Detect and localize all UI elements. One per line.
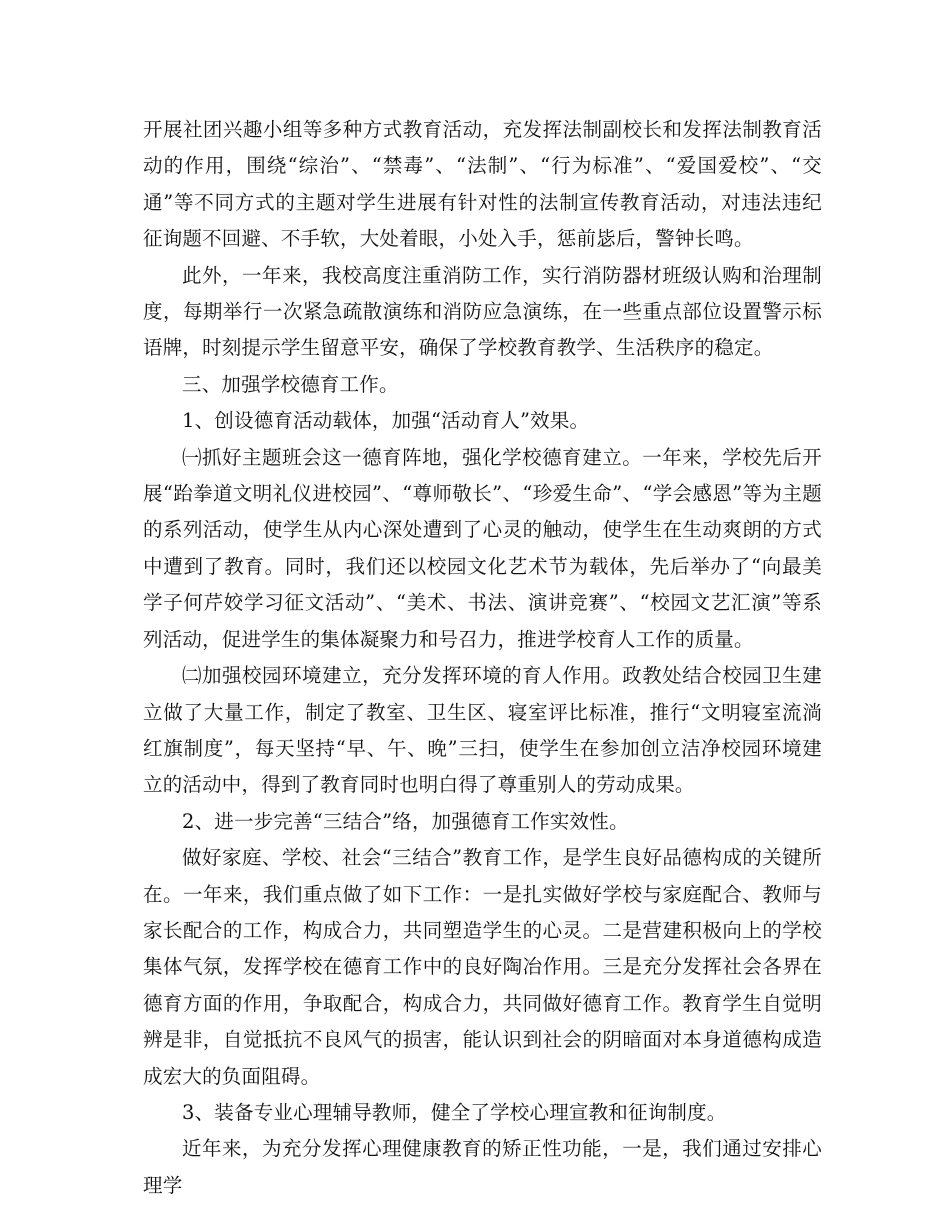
paragraph-item-2: ㈡加强校园环境建立，充分发挥环境的育人作用。政教处结合校园卫生建立做了大量工作，制定了教室、卫生区、寝室评比标准，推行“文明寝室流淌红旗制度”，每天坚持“早、午、晚”三扫，使学生在参加创立洁净校园环境建立的活动中，得到了教育同时也明白得了尊重别人的劳动成果。 bbox=[143, 664, 822, 797]
paragraph-2: 此外，一年来，我校高度注重消防工作，实行消防器材班级认购和治理制度，每期举行一次紧急疏散演练和消防应急演练，在一些重点部位设置警示标语牌，时刻提示学生留意平安，确保了学校教育教学、生活秩序的稳定。 bbox=[143, 263, 822, 360]
subheading-3: 3、装备专业心理辅导教师，健全了学校心理宣教和征询制度。 bbox=[182, 1100, 727, 1124]
paragraph-1: 开展社团兴趣小组等多种方式教育活动，充发挥法制副校长和发挥法制教育活动的作用，围绕“综治”、“禁毒”、“法制”、“行为标准”、“爱国爱校”、“交通”等不同方式的主题对学生进展有针对性的法制宣传教育活动，对违法违纪征询题不回避、不手软，大处着眼，小处入手，惩前毖后，警钟长鸣。 bbox=[143, 118, 822, 251]
subheading-1: 1、创设德育活动载体，加强“活动育人”效果。 bbox=[182, 409, 590, 433]
paragraph-psychology: 近年来，为充分发挥心理健康教育的矫正性功能，一是，我们通过安排心理学 bbox=[143, 1137, 822, 1197]
paragraph-item-1: ㈠抓好主题班会这一德育阵地，强化学校德育建立。一年来，学校先后开展“跆拳道文明礼仪进校园”、“尊师敬长”、“珍爱生命”、“学会感恩”等为主题的系列活动，使学生从内心深处遭到了心灵的触动，使学生在生动爽朗的方式中遭到了教育。同时，我们还以校园文化艺术节为载体，先后举办了“向最美学子何芹姣学习征文活动”、“美术、书法、演讲竞赛”、“校园文艺汇演”等系列活动，促进学生的集体凝聚力和号召力，推进学校育人工作的质量。 bbox=[143, 445, 822, 651]
section-heading-3: 三、加强学校德育工作。 bbox=[182, 372, 399, 396]
subheading-2: 2、进一步完善“三结合”络，加强德育工作实效性。 bbox=[182, 809, 629, 833]
paragraph-three-combination: 做好家庭、学校、社会“三结合”教育工作，是学生良好品德构成的关键所在。一年来，我们重点做了如下工作：一是扎实做好学校与家庭配合、教师与家长配合的工作，构成合力，共同塑造学生的心灵。二是营建积极向上的学校集体气氛，发挥学校在德育工作中的良好陶冶作用。三是充分发挥社会各界在德育方面的作用，争取配合，构成合力，共同做好德育工作。教育学生自觉明辨是非，自觉抵抗不良风气的损害，能认识到社会的阴暗面对本身道德构成造成宏大的负面阻碍。 bbox=[143, 846, 822, 1088]
